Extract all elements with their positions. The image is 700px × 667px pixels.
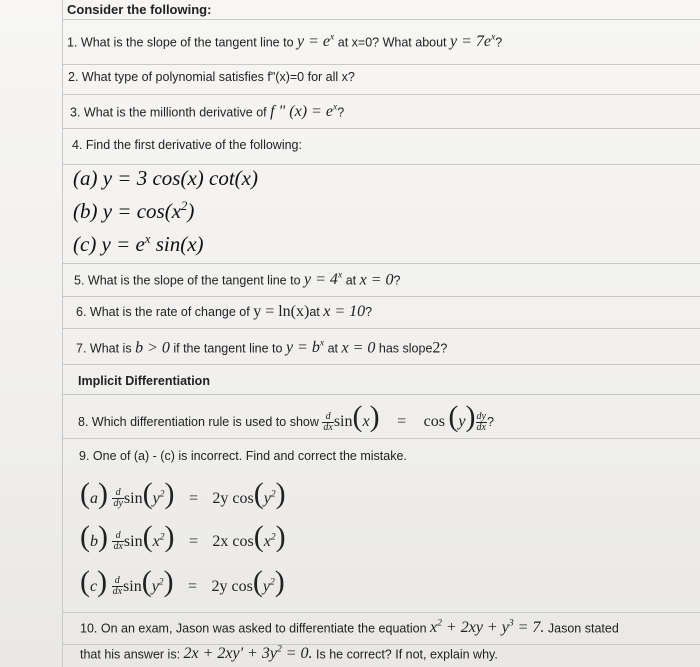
- question-10-prefix-2: that his answer is:: [80, 647, 181, 662]
- paren: (: [80, 565, 90, 598]
- ruled-line: [62, 64, 700, 65]
- paren: (: [80, 477, 90, 510]
- question-9-b-arg: $x^2$: [152, 531, 165, 550]
- question-8-arg: x: [362, 413, 370, 430]
- paren: ): [98, 520, 108, 553]
- question-3-expr: f " $(x) = e^x$: [270, 102, 338, 121]
- question-9-a-label: a: [90, 490, 98, 507]
- question-8-derivative-operator: $\frac{d}{dx}$: [323, 411, 333, 434]
- question-1: [67, 32, 502, 51]
- worksheet-heading: Consider the following:: [67, 2, 212, 17]
- question-3: [70, 102, 344, 121]
- question-8-cos: cos: [423, 413, 445, 430]
- question-9-b-sin: sin: [123, 533, 143, 550]
- question-9-a-equals: =: [188, 490, 198, 507]
- paren: ): [97, 565, 108, 598]
- question-10-answer: $2x + 2xy' + 3y^2 = 0$.: [183, 644, 313, 663]
- question-9-part-a: [80, 474, 286, 514]
- question-9-b-label: b: [90, 533, 98, 550]
- paren: (: [352, 400, 363, 433]
- paren: (: [141, 565, 152, 598]
- question-9-b-rhs-arg: $x^2$: [263, 531, 276, 550]
- ruled-line: [62, 328, 700, 329]
- question-5-mid: at: [345, 273, 357, 288]
- question-7: [76, 338, 447, 357]
- paren: (: [252, 565, 263, 598]
- question-9-b-operator: $\frac{d}{dx}$: [113, 530, 123, 553]
- question-8-dy-dx: $\frac{dy}{dx}$: [476, 411, 486, 434]
- question-6-expr-2: x = 10: [323, 303, 366, 320]
- question-9-a-sin: sin: [123, 490, 143, 507]
- question-7-expr-2: x = 0: [341, 339, 376, 357]
- question-10-prefix: 10. On an exam, Jason was asked to differentiate the equation: [80, 621, 427, 636]
- question-9-a-rhs-arg: $y^2$: [263, 488, 276, 507]
- question-4: 4. Find the first derivative of the following:: [72, 138, 302, 152]
- question-1-expr-1: $y = e^x$: [297, 32, 335, 51]
- paren: ): [164, 477, 175, 510]
- paren: (: [142, 520, 153, 553]
- question-7-var: b > 0: [135, 339, 170, 357]
- question-7-value: 2: [432, 339, 441, 357]
- question-1-prefix: 1. What is the slope of the tangent line to: [67, 35, 294, 50]
- margin-line: [62, 0, 63, 667]
- question-9-a-arg: $y^2$: [152, 488, 165, 507]
- question-6-mid: at: [309, 305, 320, 319]
- question-9-a-operator: $\frac{d}{dy}$: [113, 487, 123, 510]
- question-4-part-c: (c) $y = e^x$ sin(x): [73, 232, 204, 256]
- ruled-line: [62, 19, 700, 20]
- question-3-prefix: 3. What is the millionth derivative of: [70, 105, 267, 120]
- question-10-line-2: [80, 644, 498, 663]
- question-7-expr-1: $y = b^x$: [285, 338, 325, 357]
- ruled-line: [62, 164, 700, 165]
- question-9-c-equals: =: [188, 578, 198, 595]
- ruled-line: [62, 438, 700, 439]
- paren: (: [80, 520, 90, 553]
- question-4-part-b: (b) $y = \cos(x^2)$: [73, 199, 195, 223]
- paren: ): [164, 520, 175, 553]
- question-9-c-rhs: 2y cos: [211, 578, 253, 595]
- ruled-line: [62, 394, 700, 395]
- question-9: 9. One of (a) - (c) is incorrect. Find and correct the mistake.: [79, 449, 407, 463]
- question-2: 2. What type of polynomial satisfies f"(x)=0 for all x?: [68, 70, 355, 84]
- question-9-c-label: c: [90, 578, 98, 595]
- question-4-part-a: (a) y = 3 cos(x) cot(x): [73, 166, 258, 190]
- question-7-mid-2: at: [327, 341, 339, 356]
- question-9-c-sin: sin: [123, 578, 142, 595]
- question-3-suffix: ?: [337, 105, 345, 120]
- question-1-expr-2: $y = 7e^x$: [450, 32, 496, 51]
- question-6-expr-1: y = ln(x): [253, 303, 310, 320]
- paren: ): [275, 520, 286, 553]
- question-9-b-equals: =: [188, 533, 198, 550]
- question-8-sin: sin: [333, 413, 353, 430]
- question-5-prefix: 5. What is the slope of the tangent line to: [74, 273, 301, 288]
- question-9-part-c: [80, 562, 285, 602]
- question-9-part-b: [80, 517, 286, 557]
- question-9-c-arg: $y^2$: [151, 576, 164, 595]
- question-9-a-rhs: 2y cos: [212, 490, 254, 507]
- ruled-line: [62, 612, 700, 613]
- question-10-equation: $x^2 + 2xy + y^3 = 7$.: [430, 618, 545, 637]
- question-6-suffix: ?: [365, 305, 373, 319]
- paren: (: [448, 400, 459, 433]
- question-1-suffix: ?: [495, 35, 503, 50]
- question-7-mid-1: if the tangent line to: [173, 341, 283, 356]
- question-9-b-rhs: 2x cos: [212, 533, 254, 550]
- question-8-prefix: 8. Which differentiation rule is used to show: [78, 415, 319, 429]
- paren: ): [275, 477, 286, 510]
- section-heading-implicit: Implicit Differentiation: [78, 374, 210, 388]
- question-9-c-rhs-arg: $y^2$: [262, 576, 275, 595]
- question-1-mid: at x=0? What about: [337, 35, 447, 50]
- paren: ): [274, 565, 285, 598]
- paren: (: [253, 477, 264, 510]
- question-8-suffix: ?: [486, 415, 494, 429]
- paren: ): [369, 400, 380, 433]
- question-5-suffix: ?: [393, 273, 401, 288]
- paren: (: [253, 520, 264, 553]
- paren: ): [465, 400, 476, 433]
- question-8-y: y: [458, 413, 466, 430]
- question-9-c-operator: $\frac{d}{dx}$: [112, 575, 123, 598]
- question-10-line-1: [80, 618, 619, 637]
- paren: ): [98, 477, 108, 510]
- question-10-suffix-2: Is he correct? If not, explain why.: [316, 647, 498, 662]
- question-7-prefix: 7. What is: [76, 341, 132, 356]
- question-8-equals: =: [397, 413, 407, 430]
- question-5-expr-1: $y = 4^x$: [304, 270, 343, 289]
- question-10-suffix-1: Jason stated: [547, 621, 619, 636]
- question-6: [76, 303, 372, 321]
- question-8: [78, 400, 494, 434]
- question-5-expr-2: x = 0: [359, 271, 394, 289]
- paren: (: [142, 477, 153, 510]
- ruled-line: [62, 263, 700, 264]
- ruled-line: [62, 94, 700, 95]
- question-7-mid-3: has slope: [378, 341, 433, 356]
- ruled-line: [62, 364, 700, 365]
- ruled-line: [62, 296, 700, 297]
- question-5: [74, 270, 400, 289]
- ruled-line: [62, 128, 700, 129]
- question-7-suffix: ?: [440, 341, 448, 356]
- paren: ): [163, 565, 174, 598]
- question-6-prefix: 6. What is the rate of change of: [76, 305, 250, 319]
